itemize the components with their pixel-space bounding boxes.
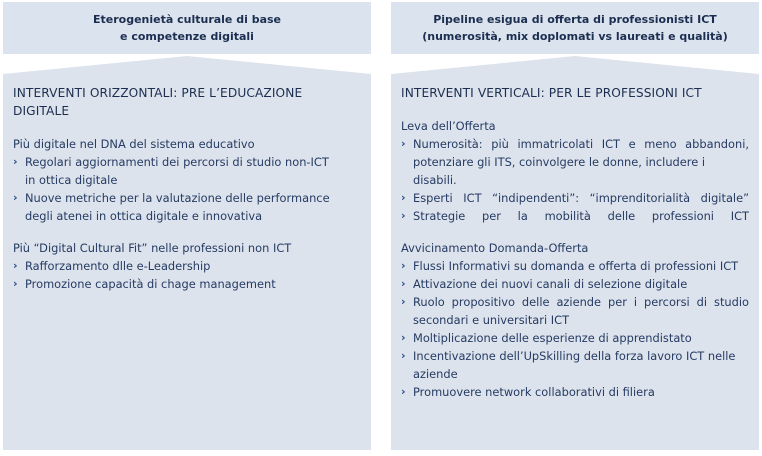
chevron-right-icon: › (13, 259, 18, 272)
list-item-text: Flussi Informativi su domanda e offerta di professioni ICT (413, 259, 739, 273)
left-header-line2: e competenze digitali (120, 30, 254, 43)
list-item (401, 347, 749, 365)
chevron-right-icon: › (401, 295, 406, 308)
right-panel-body (391, 84, 759, 401)
left-panel-body (3, 84, 371, 293)
list-item-continuation (13, 207, 361, 225)
left-group-title: Più digitale nel DNA del sistema educativo (13, 137, 255, 151)
left-section-title: INTERVENTI ORIZZONTALI: PRE L’EDUCAZIONE DIGITALE (13, 86, 303, 118)
list-item (13, 189, 361, 207)
list-item (401, 135, 749, 153)
list-item-continuation (13, 171, 361, 189)
list-item-text: Promuovere network collaborativi di filiera (413, 385, 655, 399)
list-item-text: Nuove metriche per la valutazione delle performance (25, 191, 330, 205)
right-header-line2: (numerosità, mix doplomati vs laureati e qualità) (422, 30, 728, 43)
list-item-text: Moltiplicazione delle esperienze di apprendistato (413, 331, 692, 345)
right-group-title: Leva dell’Offerta (401, 119, 496, 133)
chevron-right-icon: › (401, 349, 406, 362)
list-item-continuation (401, 311, 749, 329)
list-item-text: potenziare gli ITS, coinvolgere le donne, includere i disabili. (413, 155, 706, 187)
chevron-right-icon: › (13, 191, 18, 204)
left-header-line1: Eterogenietà culturale di base (92, 13, 282, 26)
list-item (401, 189, 749, 207)
list-item-text: degli atenei in ottica digitale e innovativa (25, 209, 263, 223)
left-header (3, 2, 371, 54)
left-group-list (13, 153, 361, 225)
chevron-right-icon: › (401, 385, 406, 398)
list-item-text: Attivazione dei nuovi canali di selezione digitale (413, 277, 688, 291)
list-item-text: Rafforzamento dlle e-Leadership (25, 259, 211, 273)
list-item (13, 275, 361, 293)
list-item (13, 257, 361, 275)
right-column (391, 0, 759, 456)
chevron-right-icon: › (401, 209, 406, 222)
list-item (401, 383, 749, 401)
right-section-title: INTERVENTI VERTICALI: PER LE PROFESSIONI ICT (401, 86, 702, 100)
list-item (13, 153, 361, 171)
spacer (401, 225, 749, 239)
list-item-text: Regolari aggiornamenti dei percorsi di studio non-ICT (25, 155, 329, 169)
list-item-text: Promozione capacità di chage management (25, 277, 276, 291)
list-item-text: secondari e universitari ICT (413, 313, 570, 327)
list-item-text: Esperti ICT “indipendenti”: “imprenditorialità digitale” (413, 191, 749, 205)
list-item (401, 293, 749, 311)
left-group-list (13, 257, 361, 293)
list-item-text: Incentivazione dell’UpSkilling della forza lavoro ICT nelle (413, 349, 736, 363)
right-group-title: Avvicinamento Domanda-Offerta (401, 241, 589, 255)
chevron-right-icon: › (401, 191, 406, 204)
chevron-right-icon: › (401, 137, 406, 150)
right-header-line1: Pipeline esigua di offerta di professionisti ICT (433, 13, 717, 26)
chevron-right-icon: › (401, 277, 406, 290)
list-item (401, 257, 749, 275)
spacer (13, 225, 361, 239)
right-group-list (401, 135, 749, 225)
left-group-title: Più “Digital Cultural Fit” nelle professioni non ICT (13, 241, 292, 255)
chevron-right-icon: › (401, 331, 406, 344)
right-header (391, 2, 759, 54)
list-item (401, 329, 749, 347)
chevron-right-icon: › (401, 259, 406, 272)
list-item (401, 275, 749, 293)
list-item-text: in ottica digitale (25, 173, 118, 187)
chevron-right-icon: › (13, 277, 18, 290)
list-item-continuation (401, 153, 749, 189)
list-item-text: aziende (413, 367, 458, 381)
list-item-text: Ruolo propositivo delle aziende per i percorsi di studio (413, 295, 749, 309)
list-item-text: Strategie per la mobilità delle professioni ICT (413, 209, 749, 223)
left-column (3, 0, 371, 456)
list-item-continuation (401, 365, 749, 383)
list-item (401, 207, 749, 225)
list-item-text: Numerosità: più immatricolati ICT e meno abbandoni, (413, 137, 749, 151)
right-group-list (401, 257, 749, 401)
chevron-right-icon: › (13, 155, 18, 168)
